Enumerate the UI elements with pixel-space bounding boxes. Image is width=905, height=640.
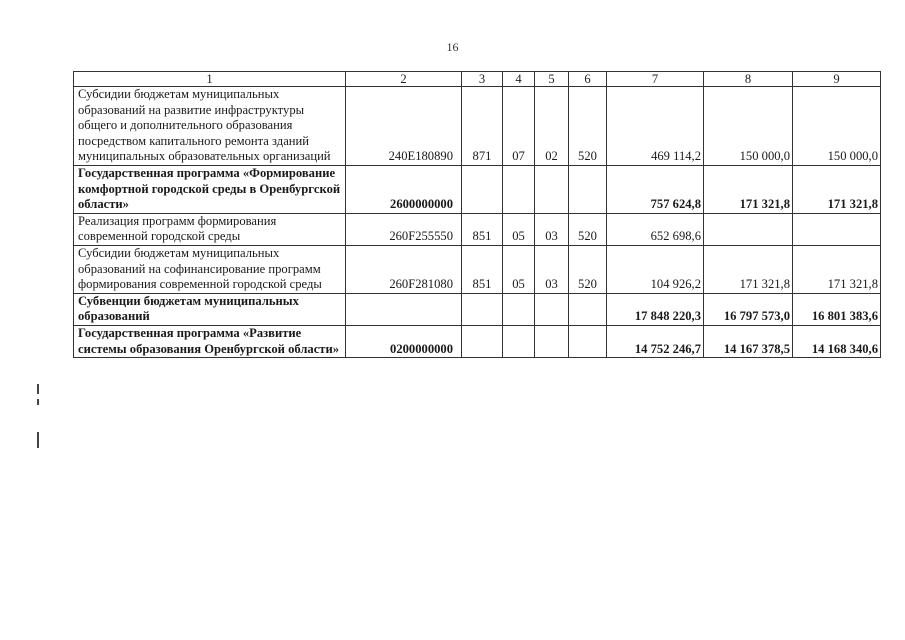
row-name-cell: Государственная программа «Развитие системы образования Оренбургской области» [74, 325, 346, 357]
table-row [74, 87, 881, 166]
amount-cell: 171 321,8 [793, 245, 881, 293]
margin-mark [37, 384, 39, 394]
amount-cell: 757 624,8 [607, 165, 704, 213]
amount-cell: 16 801 383,6 [793, 293, 881, 325]
section-code-cell: 05 [503, 213, 535, 245]
amount-cell: 469 114,2 [607, 87, 704, 166]
ministry-code-cell: 851 [462, 245, 503, 293]
expense-type-cell: 520 [569, 245, 607, 293]
column-header: 6 [569, 72, 607, 87]
amount-cell [793, 213, 881, 245]
table-row [74, 325, 881, 357]
ministry-code-cell: 851 [462, 213, 503, 245]
amount-cell: 171 321,8 [704, 245, 793, 293]
table-row [74, 213, 881, 245]
budget-code-cell: 260F281080 [346, 245, 462, 293]
ministry-code-cell [462, 325, 503, 357]
column-header: 5 [535, 72, 569, 87]
section-code-cell [503, 325, 535, 357]
amount-cell: 14 168 340,6 [793, 325, 881, 357]
section-code-cell: 07 [503, 87, 535, 166]
subsection-code-cell: 03 [535, 245, 569, 293]
expense-type-cell: 520 [569, 87, 607, 166]
amount-cell: 14 752 246,7 [607, 325, 704, 357]
budget-code-cell: 260F255550 [346, 213, 462, 245]
table-row [74, 245, 881, 293]
section-code-cell [503, 165, 535, 213]
amount-cell: 16 797 573,0 [704, 293, 793, 325]
table-row [74, 293, 881, 325]
column-header: 2 [346, 72, 462, 87]
column-header: 3 [462, 72, 503, 87]
amount-cell: 171 321,8 [793, 165, 881, 213]
margin-mark [37, 399, 39, 405]
subsection-code-cell: 03 [535, 213, 569, 245]
budget-code-cell: 2600000000 [346, 165, 462, 213]
row-name-cell: Субвенции бюджетам муниципальных образований [74, 293, 346, 325]
section-code-cell [503, 293, 535, 325]
ministry-code-cell: 871 [462, 87, 503, 166]
budget-code-cell [346, 293, 462, 325]
ministry-code-cell [462, 293, 503, 325]
subsection-code-cell [535, 325, 569, 357]
amount-cell: 652 698,6 [607, 213, 704, 245]
table-header-row [74, 72, 881, 87]
amount-cell: 14 167 378,5 [704, 325, 793, 357]
row-name-cell: Субсидии бюджетам муниципальных образований на развитие инфраструктуры общего и дополнительного образования посредством капитального ремонта зданий муниципальных образовательных организаций [74, 87, 346, 166]
subsection-code-cell [535, 165, 569, 213]
budget-code-cell: 0200000000 [346, 325, 462, 357]
column-header: 9 [793, 72, 881, 87]
column-header: 4 [503, 72, 535, 87]
column-header: 1 [74, 72, 346, 87]
column-header: 7 [607, 72, 704, 87]
subsection-code-cell [535, 293, 569, 325]
subsection-code-cell: 02 [535, 87, 569, 166]
table-row [74, 165, 881, 213]
column-header: 8 [704, 72, 793, 87]
budget-table [73, 71, 881, 358]
row-name-cell: Государственная программа «Формирование комфортной городской среды в Оренбургской области» [74, 165, 346, 213]
expense-type-cell [569, 325, 607, 357]
section-code-cell: 05 [503, 245, 535, 293]
amount-cell: 150 000,0 [704, 87, 793, 166]
ministry-code-cell [462, 165, 503, 213]
row-name-cell: Реализация программ формирования современной городской среды [74, 213, 346, 245]
amount-cell: 150 000,0 [793, 87, 881, 166]
budget-code-cell: 240E180890 [346, 87, 462, 166]
amount-cell: 104 926,2 [607, 245, 704, 293]
expense-type-cell [569, 293, 607, 325]
row-name-cell: Субсидии бюджетам муниципальных образований на софинансирование программ формирования современной городской среды [74, 245, 346, 293]
expense-type-cell [569, 165, 607, 213]
margin-mark [37, 432, 39, 448]
amount-cell: 17 848 220,3 [607, 293, 704, 325]
expense-type-cell: 520 [569, 213, 607, 245]
page-number: 16 [446, 40, 459, 54]
amount-cell: 171 321,8 [704, 165, 793, 213]
amount-cell [704, 213, 793, 245]
